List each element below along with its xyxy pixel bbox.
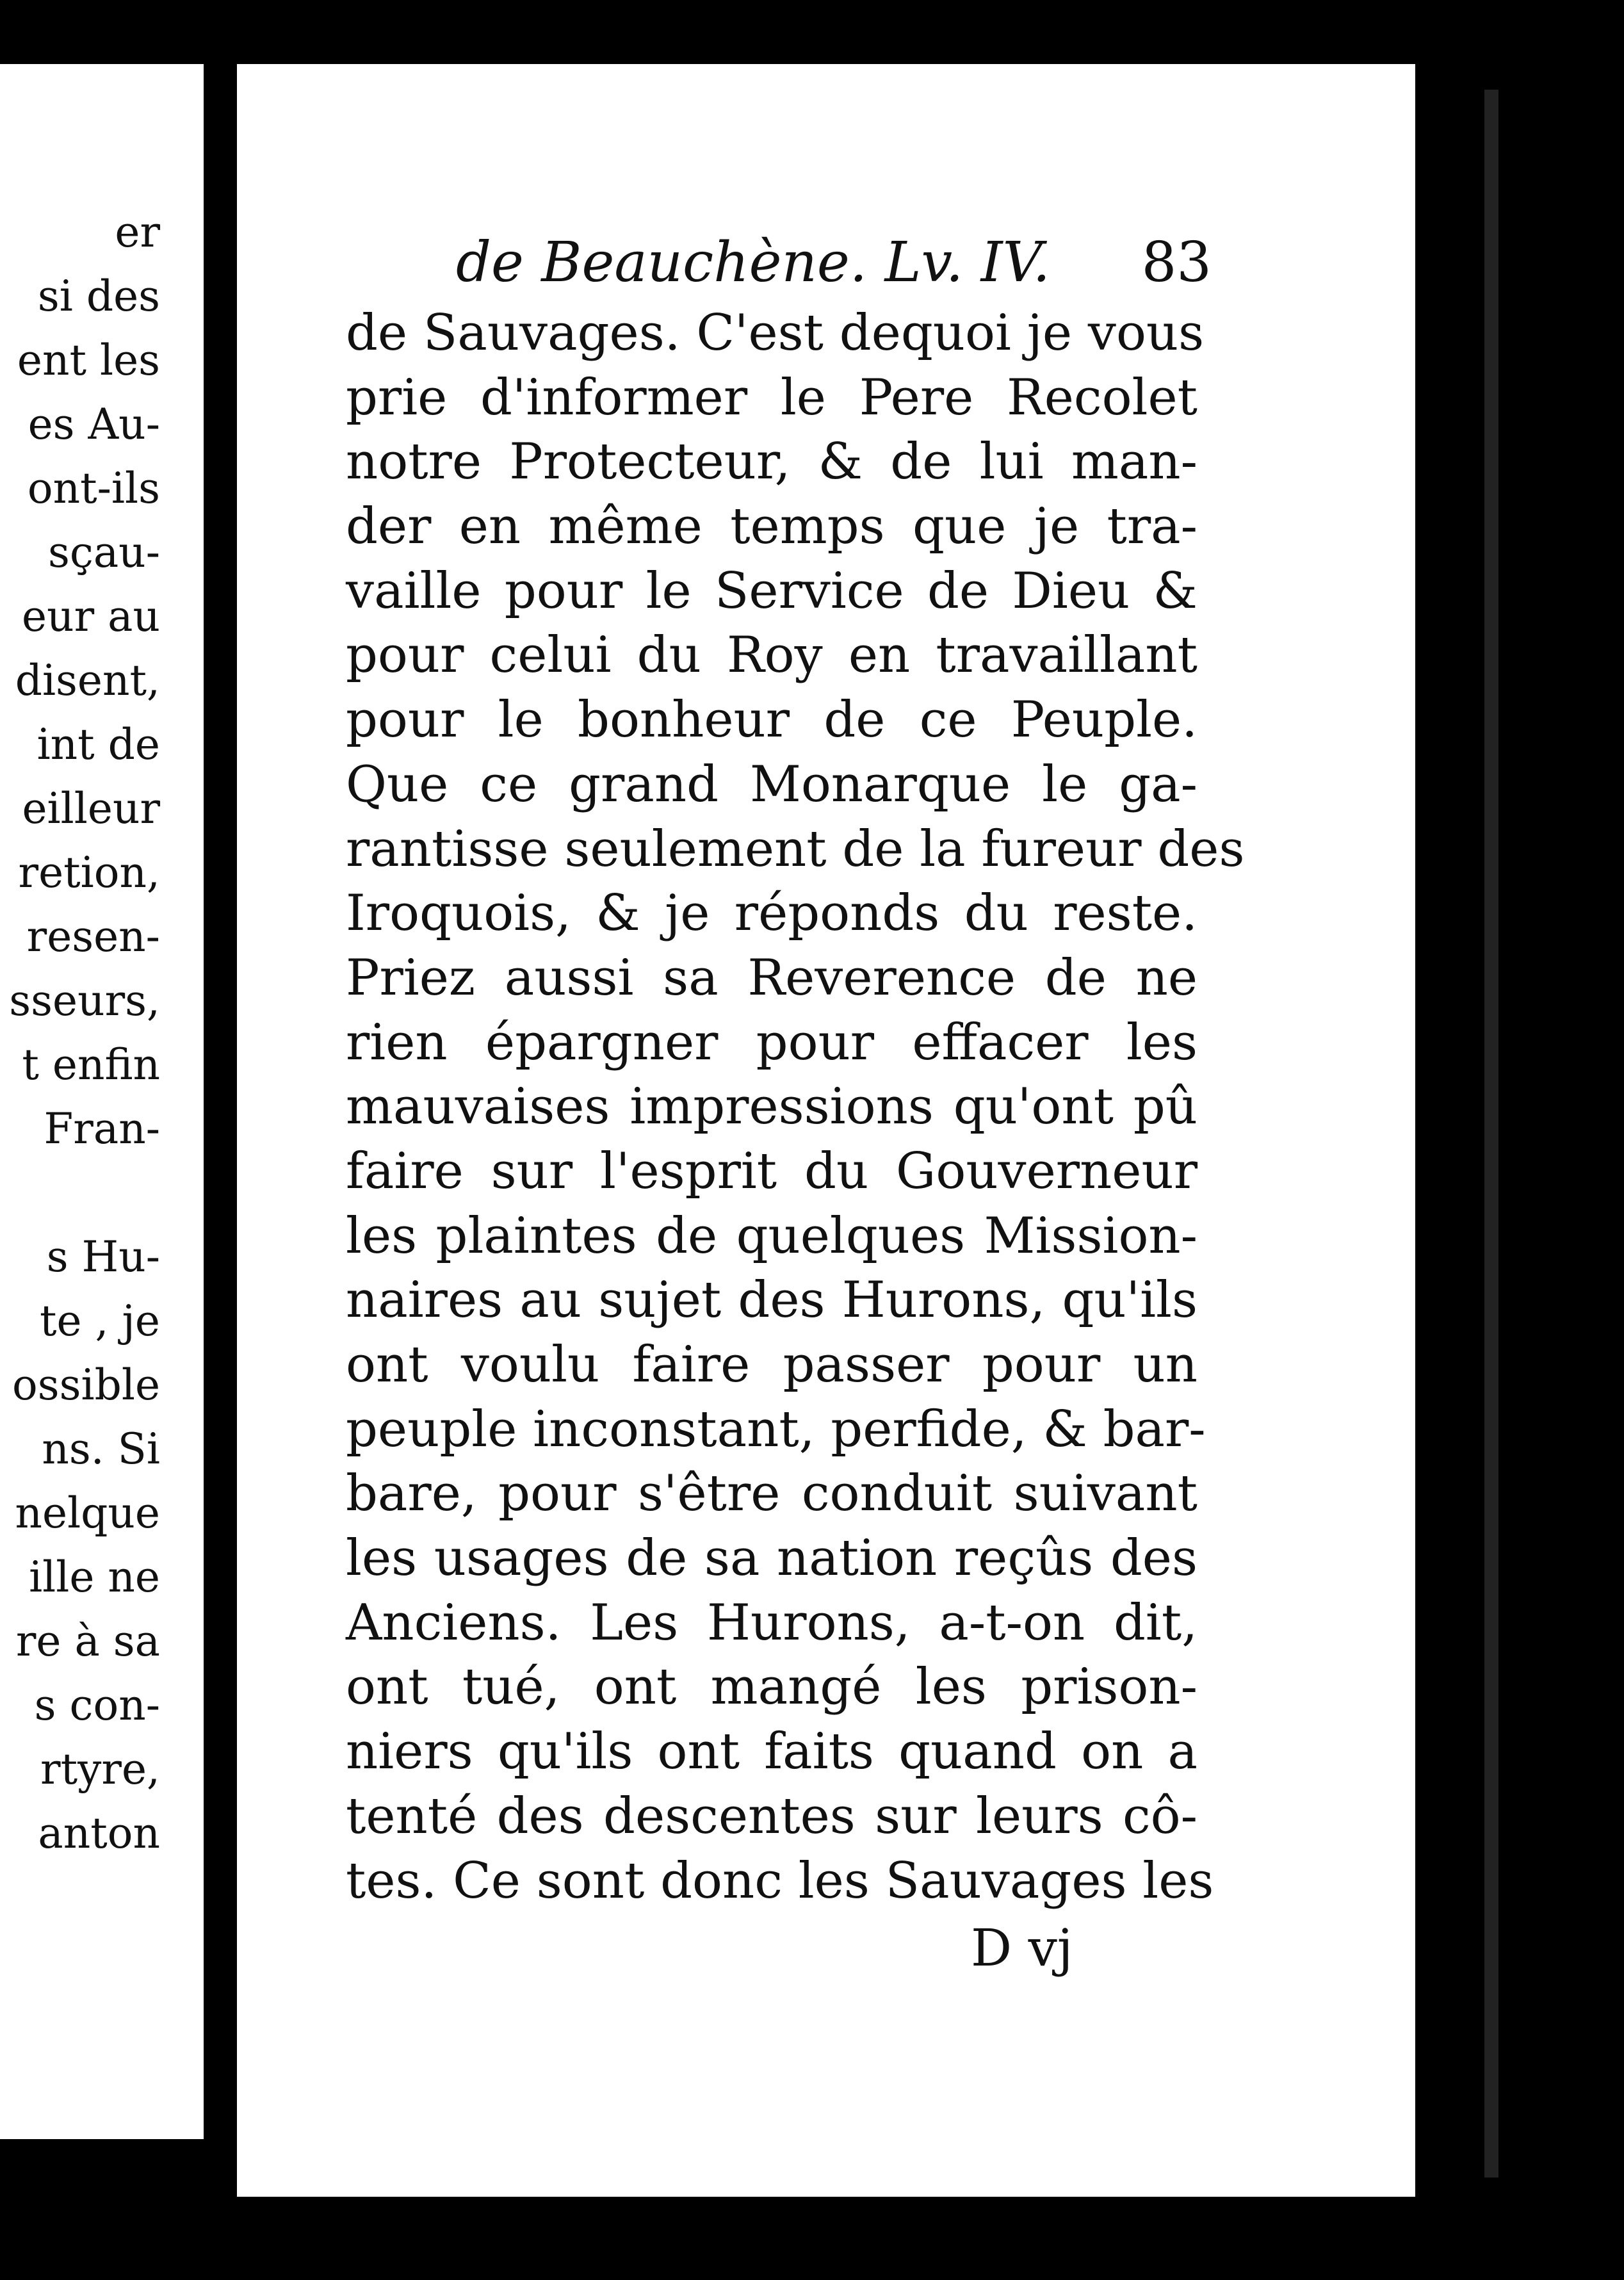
left-page-line: re à sa (15, 1616, 160, 1666)
left-page-line: ont-ils (27, 464, 160, 513)
text-line: Iroquois, & je réponds du reste. (346, 884, 1198, 943)
running-head-title: de Beauchène. Lv. IV. (456, 231, 1050, 295)
text-line: mauvaises impressions qu'ont pû (346, 1078, 1198, 1136)
text-line: Anciens. Les Hurons, a-t-on dit, (346, 1593, 1198, 1652)
text-line: notre Protecteur, & de lui man- (346, 433, 1198, 491)
text-line: bare, pour s'être conduit suivant (346, 1465, 1198, 1523)
left-page-line: sseurs, (9, 976, 160, 1025)
left-page-fragment (0, 64, 204, 2139)
text-line: pour le bonheur de ce Peuple. (346, 691, 1198, 749)
left-page-line: retion, (18, 848, 160, 897)
left-page-line: t enfin (22, 1040, 160, 1089)
left-page-line: sçau- (48, 528, 160, 577)
left-page-line: te , je (39, 1296, 160, 1346)
text-line: pour celui du Roy en travaillant (346, 626, 1198, 685)
left-page-line: er (115, 208, 160, 257)
signature-mark: D vj (971, 1918, 1073, 1978)
left-page-line: s con- (34, 1681, 160, 1730)
left-page-line: ns. Si (42, 1424, 160, 1474)
text-line: vaille pour le Service de Dieu & (346, 562, 1198, 620)
text-line: faire sur l'esprit du Gouverneur (346, 1142, 1198, 1200)
left-page-line: nelque (15, 1488, 160, 1538)
text-line: der en même temps que je tra- (346, 498, 1198, 556)
left-page-line: ent les (17, 336, 160, 385)
text-line: Que ce grand Monarque le ga- (346, 755, 1198, 813)
left-page-line: si des (37, 272, 160, 321)
text-line: tenté des descentes sur leurs cô- (346, 1787, 1198, 1845)
text-line: naires au sujet des Hurons, qu'ils (346, 1271, 1198, 1330)
left-page-line: rtyre, (40, 1745, 160, 1794)
text-line: de Sauvages. C'est dequoi je vous (346, 304, 1205, 362)
text-line: prie d'informer le Pere Recolet (346, 368, 1198, 427)
text-line: ont tué, ont mangé les prison- (346, 1658, 1198, 1716)
text-line: ont voulu faire passer pour un (346, 1336, 1198, 1394)
left-page-line: int de (37, 720, 160, 769)
left-page-line: disent, (15, 656, 160, 705)
left-page-line: ille ne (29, 1552, 160, 1602)
page-number: 83 (1141, 231, 1212, 295)
left-page-line: s Hu- (46, 1232, 160, 1282)
left-page-line: eilleur (22, 784, 160, 833)
text-line: Priez aussi sa Reverence de ne (346, 949, 1198, 1007)
left-page-line: Fran- (44, 1104, 160, 1153)
text-line: peuple inconstant, perfide, & bar- (346, 1400, 1206, 1458)
text-line: les usages de sa nation reçûs des (346, 1529, 1198, 1588)
body-text (346, 301, 1245, 1913)
left-page-line: anton (38, 1809, 160, 1858)
text-line: tes. Ce sont donc les Sauvages les (346, 1852, 1214, 1910)
book-spine-edge (1484, 90, 1498, 2178)
text-line: rien épargner pour effacer les (346, 1013, 1198, 1071)
left-page-line: ossible (12, 1360, 160, 1410)
left-page-line: es Au- (28, 400, 160, 449)
running-head (456, 231, 1212, 295)
left-page-line: resen- (26, 912, 160, 961)
text-line: niers qu'ils ont faits quand on a (346, 1723, 1198, 1781)
text-line: rantisse seulement de la fureur des (346, 820, 1245, 878)
left-page-line: eur au (22, 592, 160, 641)
text-line: les plaintes de quelques Mission- (346, 1207, 1198, 1265)
